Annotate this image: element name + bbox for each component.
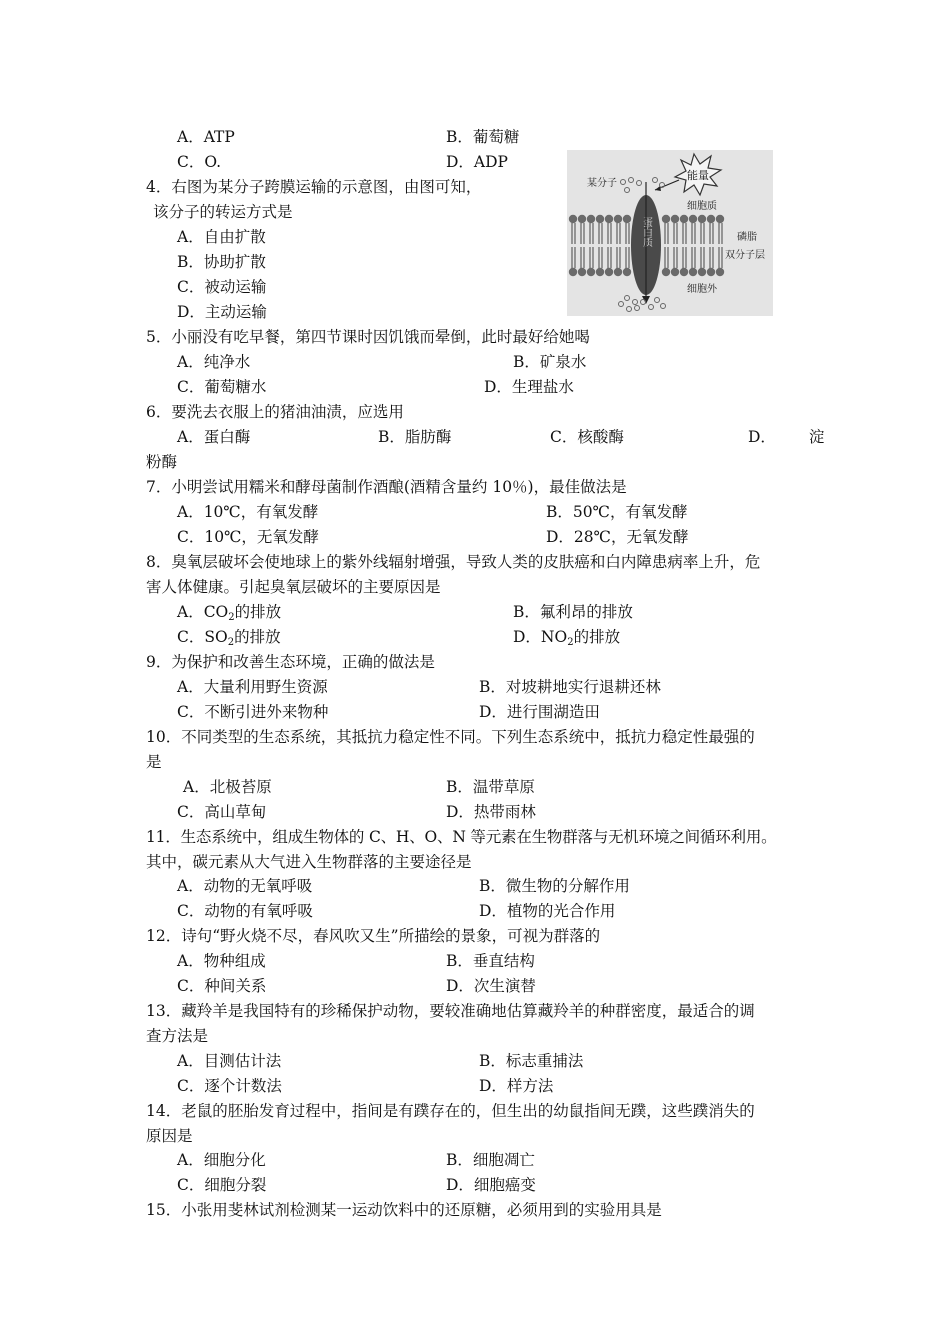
q14-option-b: B．细胞凋亡: [446, 1151, 535, 1169]
q8-option-d: [513, 627, 620, 647]
q12-stem: 12．诗句“野火烧不尽，春风吹又生”所描绘的景象，可视为群落的: [146, 927, 601, 945]
q14-option-c: C．细胞分裂: [177, 1176, 267, 1194]
molecule-label: 某分子: [587, 178, 617, 189]
q4-stem-cont: 该分子的转运方式是: [153, 203, 293, 221]
q6-option-c: C．核酸酶: [550, 428, 624, 446]
q8-stem: 8．臭氧层破坏会使地球上的紫外线辐射增强，导致人类的皮肤癌和白内障患病率上升，危: [146, 553, 761, 571]
q10-option-c: C．高山草甸: [177, 803, 267, 821]
q8-option-b: B．氟利昂的排放: [513, 603, 633, 621]
q9-option-c: C．不断引进外来物种: [177, 703, 329, 721]
q11-option-b: B．微生物的分解作用: [479, 877, 630, 895]
q7-stem: 7．小明尝试用糯米和酵母菌制作酒酿(酒精含量约 10％)，最佳做法是: [146, 478, 627, 496]
q5-option-c: C．葡萄糖水: [177, 378, 267, 396]
q8-option-c-text: C．SO: [177, 628, 228, 646]
q9-option-a: A．大量利用野生资源: [177, 678, 328, 696]
q5-stem: 5．小丽没有吃早餐，第四节课时因饥饿而晕倒，此时最好给她喝: [146, 328, 590, 346]
q9-option-d: D．进行围湖造田: [479, 703, 600, 721]
q15-stem: 15．小张用斐林试剂检测某一运动饮料中的还原糖，必须用到的实验用具是: [146, 1201, 662, 1219]
q12-option-c: C．种间关系: [177, 977, 267, 995]
q6-option-b: B．脂肪酶: [378, 428, 452, 446]
q12-option-b: B．垂直结构: [446, 952, 535, 970]
q6-stem: 6．要洗去衣服上的猪油油渍，应选用: [146, 403, 404, 421]
q3-option-d: D．ADP: [446, 153, 508, 171]
q8-option-a-text: A．CO: [177, 603, 229, 621]
q10-stem: 10．不同类型的生态系统，其抵抗力稳定性不同。下列生态系统中，抵抗力稳定性最强的: [146, 728, 755, 746]
outside-label: 细胞外: [687, 284, 717, 295]
q8-option-a-sub: 2: [228, 612, 235, 623]
q3-option-a: A．ATP: [177, 128, 235, 146]
protein-label: 蛋白质: [640, 217, 652, 247]
q8-option-c: [177, 627, 281, 647]
q13-stem: 13．藏羚羊是我国特有的珍稀保护动物，要较准确地估算藏羚羊的种群密度，最适合的调: [146, 1002, 755, 1020]
q9-option-b: B．对坡耕地实行退耕还林: [479, 678, 661, 696]
q4-option-d: D．主动运输: [177, 303, 267, 321]
q14-stem-cont: 原因是: [146, 1127, 193, 1145]
q7-option-d: D．28℃，无氧发酵: [546, 528, 689, 546]
q3-option-b: B．葡萄糖: [446, 128, 520, 146]
q4-stem: 4．右图为某分子跨膜运输的示意图，由图可知，: [146, 178, 482, 196]
q8-stem-cont: 害人体健康。引起臭氧层破坏的主要原因是: [146, 578, 441, 596]
q4-option-c: C．被动运输: [177, 278, 267, 296]
q13-option-d: D．样方法: [479, 1077, 554, 1095]
q9-stem: 9．为保护和改善生态环境，正确的做法是: [146, 653, 435, 671]
q11-option-c: C．动物的有氧呼吸: [177, 902, 313, 920]
q7-option-c: C．10℃，无氧发酵: [177, 528, 319, 546]
q10-option-b: B．温带草原: [446, 778, 535, 796]
q5-option-b: B．矿泉水: [513, 353, 587, 371]
energy-label: 能量: [687, 169, 709, 182]
cytoplasm-label: 细胞质: [687, 201, 717, 212]
membrane-transport-figure: [567, 150, 773, 316]
q13-option-b: B．标志重捕法: [479, 1052, 584, 1070]
q11-option-a: A．动物的无氧呼吸: [177, 877, 313, 895]
q5-option-a: A．纯净水: [177, 353, 251, 371]
q4-option-a: A．自由扩散: [177, 228, 266, 246]
q14-stem: 14．老鼠的胚胎发育过程中，指间是有蹼存在的，但生出的幼鼠指间无蹼，这些蹼消失的: [146, 1102, 755, 1120]
q13-option-c: C．逐个计数法: [177, 1077, 282, 1095]
q13-stem-cont: 查方法是: [146, 1027, 209, 1045]
q14-option-a: A．细胞分化: [177, 1151, 266, 1169]
q8-option-a-post: 的排放: [234, 603, 282, 621]
q5-option-d: D．生理盐水: [484, 378, 574, 396]
q7-option-a: A．10℃，有氧发酵: [177, 503, 319, 521]
q4-option-b: B．协助扩散: [177, 253, 266, 271]
q6-option-d: D． 淀: [748, 428, 825, 446]
q8-option-d-text: D．NO: [513, 628, 568, 646]
q11-stem-cont: 其中，碳元素从大气进入生物群落的主要途径是: [146, 853, 472, 871]
q13-option-a: A．目测估计法: [177, 1052, 282, 1070]
q6-option-a: A．蛋白酶: [177, 428, 251, 446]
bilayer-label: 双分子层: [725, 250, 765, 261]
q10-stem-cont: 是: [146, 753, 162, 771]
q11-stem: 11．生态系统中，组成生物体的 C、H、O、N 等元素在生物群落与无机环境之间循环利用。: [146, 828, 777, 846]
q6-option-d-cont: 粉酶: [146, 453, 178, 471]
q3-option-c: C．O.: [177, 153, 222, 171]
q7-option-b: B．50℃，有氧发酵: [546, 503, 688, 521]
q8-option-d-post: 的排放: [573, 628, 621, 646]
q8-option-c-post: 的排放: [234, 628, 281, 646]
q11-option-d: D．植物的光合作用: [479, 902, 616, 920]
q14-option-d: D．细胞癌变: [446, 1176, 536, 1194]
phospholipid-label: 磷脂: [737, 232, 757, 243]
q8-option-d-sub: 2: [567, 637, 574, 648]
q10-option-d: D．热带雨林: [446, 803, 536, 821]
q8-option-c-sub: 2: [227, 637, 235, 648]
q12-option-a: A．物种组成: [177, 952, 266, 970]
q10-option-a: A．北极苔原: [183, 778, 272, 796]
q8-option-a: [177, 602, 281, 622]
q12-option-d: D．次生演替: [446, 977, 536, 995]
